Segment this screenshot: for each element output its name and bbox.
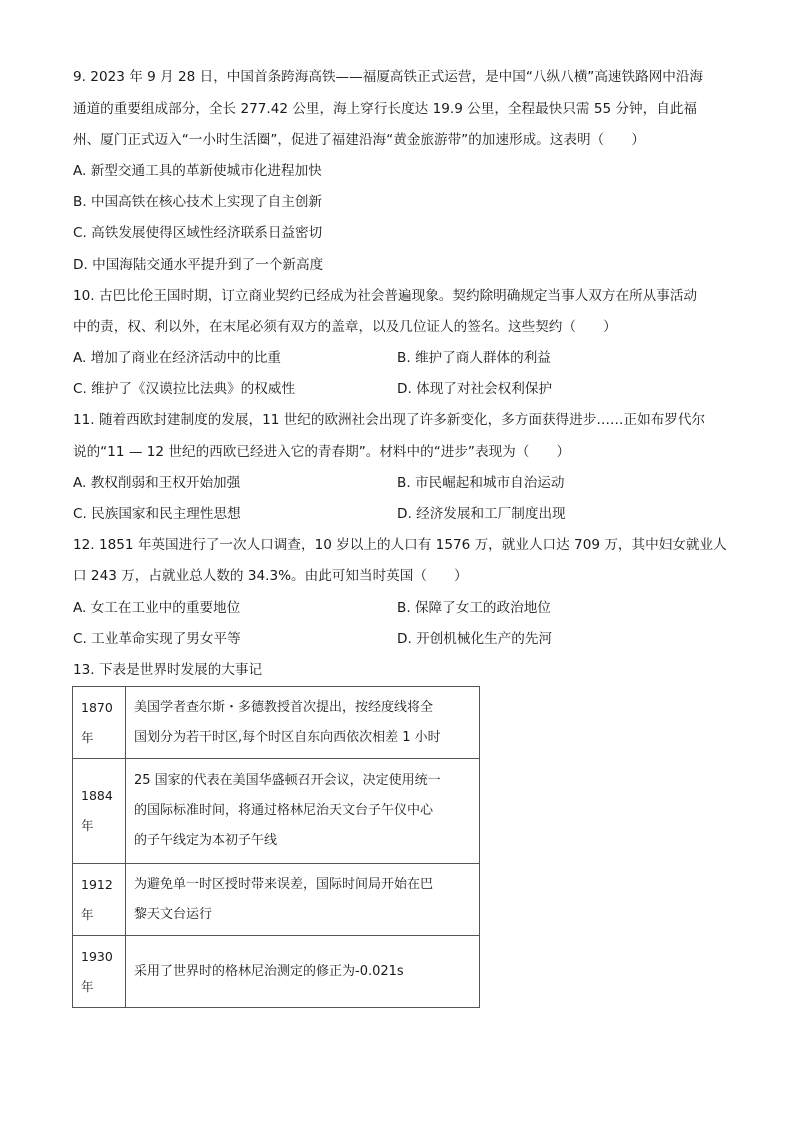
event-text-line: 黎天文台运行 <box>134 906 213 922</box>
q11-option-c[interactable]: C. 民族国家和民主理性思想 <box>73 506 241 522</box>
q10-option-b[interactable]: B. 维护了商人群体的利益 <box>397 350 551 366</box>
event-text-line: 25 国家的代表在美国华盛顿召开会议，决定使用统一 <box>134 773 441 788</box>
event-text-line: 的子午线定为本初子午线 <box>134 833 278 848</box>
year-cell <box>73 687 126 759</box>
q11-option-b[interactable]: B. 市民崛起和城市自治运动 <box>397 475 565 491</box>
q10-stem-line-2: 中的责，权、利以外，在末尾必须有双方的盖章，以及几位证人的签名。这些契约（ ） <box>73 319 617 335</box>
q12-option-c[interactable]: C. 工业革命实现了男女平等 <box>73 631 241 647</box>
q11-option-d[interactable]: D. 经济发展和工厂制度出现 <box>397 506 566 522</box>
event-text-line: 国划分为若干时区,每个时区自东向西依次相差 1 小时 <box>134 729 441 745</box>
year-cell <box>73 864 126 936</box>
event-cell <box>126 936 480 1008</box>
q9-option-b[interactable]: B. 中国高铁在核心技术上实现了自主创新 <box>73 194 323 210</box>
year-unit: 年 <box>81 818 94 833</box>
q10-stem-line-1: 10. 古巴比伦王国时期，订立商业契约已经成为社会普遍现象。契约除明确规定当事人双方在所从事活动 <box>73 288 698 304</box>
year-number: 1930 <box>81 948 113 964</box>
year-unit: 年 <box>81 906 94 922</box>
q11-stem-line-2: 说的“11 — 12 世纪的西欧已经进入它的青春期”。材料中的“进步”表现为（ ） <box>73 444 571 460</box>
events-table <box>72 686 480 1008</box>
q13-stem: 13. 下表是世界时发展的大事记 <box>73 662 263 678</box>
year-unit: 年 <box>81 729 94 745</box>
year-cell <box>73 936 126 1008</box>
q9-option-c[interactable]: C. 高铁发展使得区域性经济联系日益密切 <box>73 225 323 241</box>
q9-stem-line-3: 州、厦门正式迈入“一小时生活圈”，促进了福建沿海“黄金旅游带”的加速形成。这表明（ ） <box>73 132 645 148</box>
event-cell <box>126 864 480 936</box>
event-cell <box>126 687 480 759</box>
year-cell <box>73 759 126 864</box>
event-text-line: 美国学者查尔斯・多德教授首次提出，按经度线将全 <box>134 699 434 715</box>
table-row <box>73 936 480 1008</box>
year-unit: 年 <box>81 978 94 994</box>
year-number: 1884 <box>81 788 113 803</box>
event-text-line: 采用了世界时的格林尼治测定的修正为-0.021s <box>134 963 404 979</box>
q11-stem-line-1: 11. 随着西欧封建制度的发展，11 世纪的欧洲社会出现了许多新变化，多方面获得进步……正如布罗代尔 <box>73 412 706 428</box>
year-number: 1912 <box>81 876 113 892</box>
q12-option-a[interactable]: A. 女工在工业中的重要地位 <box>73 600 241 616</box>
table-row <box>73 759 480 864</box>
q9-option-d[interactable]: D. 中国海陆交通水平提升到了一个新高度 <box>73 257 324 273</box>
year-number: 1870 <box>81 699 113 715</box>
table-row <box>73 864 480 936</box>
q12-stem-line-2: 口 243 万，占就业总人数的 34.3%。由此可知当时英国（ ） <box>73 568 468 584</box>
q10-option-a[interactable]: A. 增加了商业在经济活动中的比重 <box>73 350 282 366</box>
q11-option-a[interactable]: A. 教权削弱和王权开始加强 <box>73 475 241 491</box>
event-text-line: 为避免单一时区授时带来误差，国际时间局开始在巴 <box>134 876 434 892</box>
q10-option-d[interactable]: D. 体现了对社会权利保护 <box>397 381 553 397</box>
q10-option-c[interactable]: C. 维护了《汉谟拉比法典》的权威性 <box>73 381 296 397</box>
q9-stem-line-1: 9. 2023 年 9 月 28 日，中国首条跨海高铁——福厦高铁正式运营，是中国“八纵八横”高速铁路网中沿海 <box>73 69 704 85</box>
q9-stem-line-2: 通道的重要组成部分，全长 277.42 公里，海上穿行长度达 19.9 公里，全程最快只需 55 分钟，自此福 <box>73 101 698 117</box>
event-cell <box>126 759 480 864</box>
q12-option-b[interactable]: B. 保障了女工的政治地位 <box>397 600 551 616</box>
q12-option-d[interactable]: D. 开创机械化生产的先河 <box>397 631 553 647</box>
q12-stem-line-1: 12. 1851 年英国进行了一次人口调查，10 岁以上的人口有 1576 万，就业人口达 709 万，其中妇女就业人 <box>73 537 727 553</box>
q9-option-a[interactable]: A. 新型交通工具的革新使城市化进程加快 <box>73 163 322 179</box>
event-text-line: 的国际标准时间，将通过格林尼治天文台子午仪中心 <box>134 803 434 818</box>
table-row <box>73 687 480 759</box>
